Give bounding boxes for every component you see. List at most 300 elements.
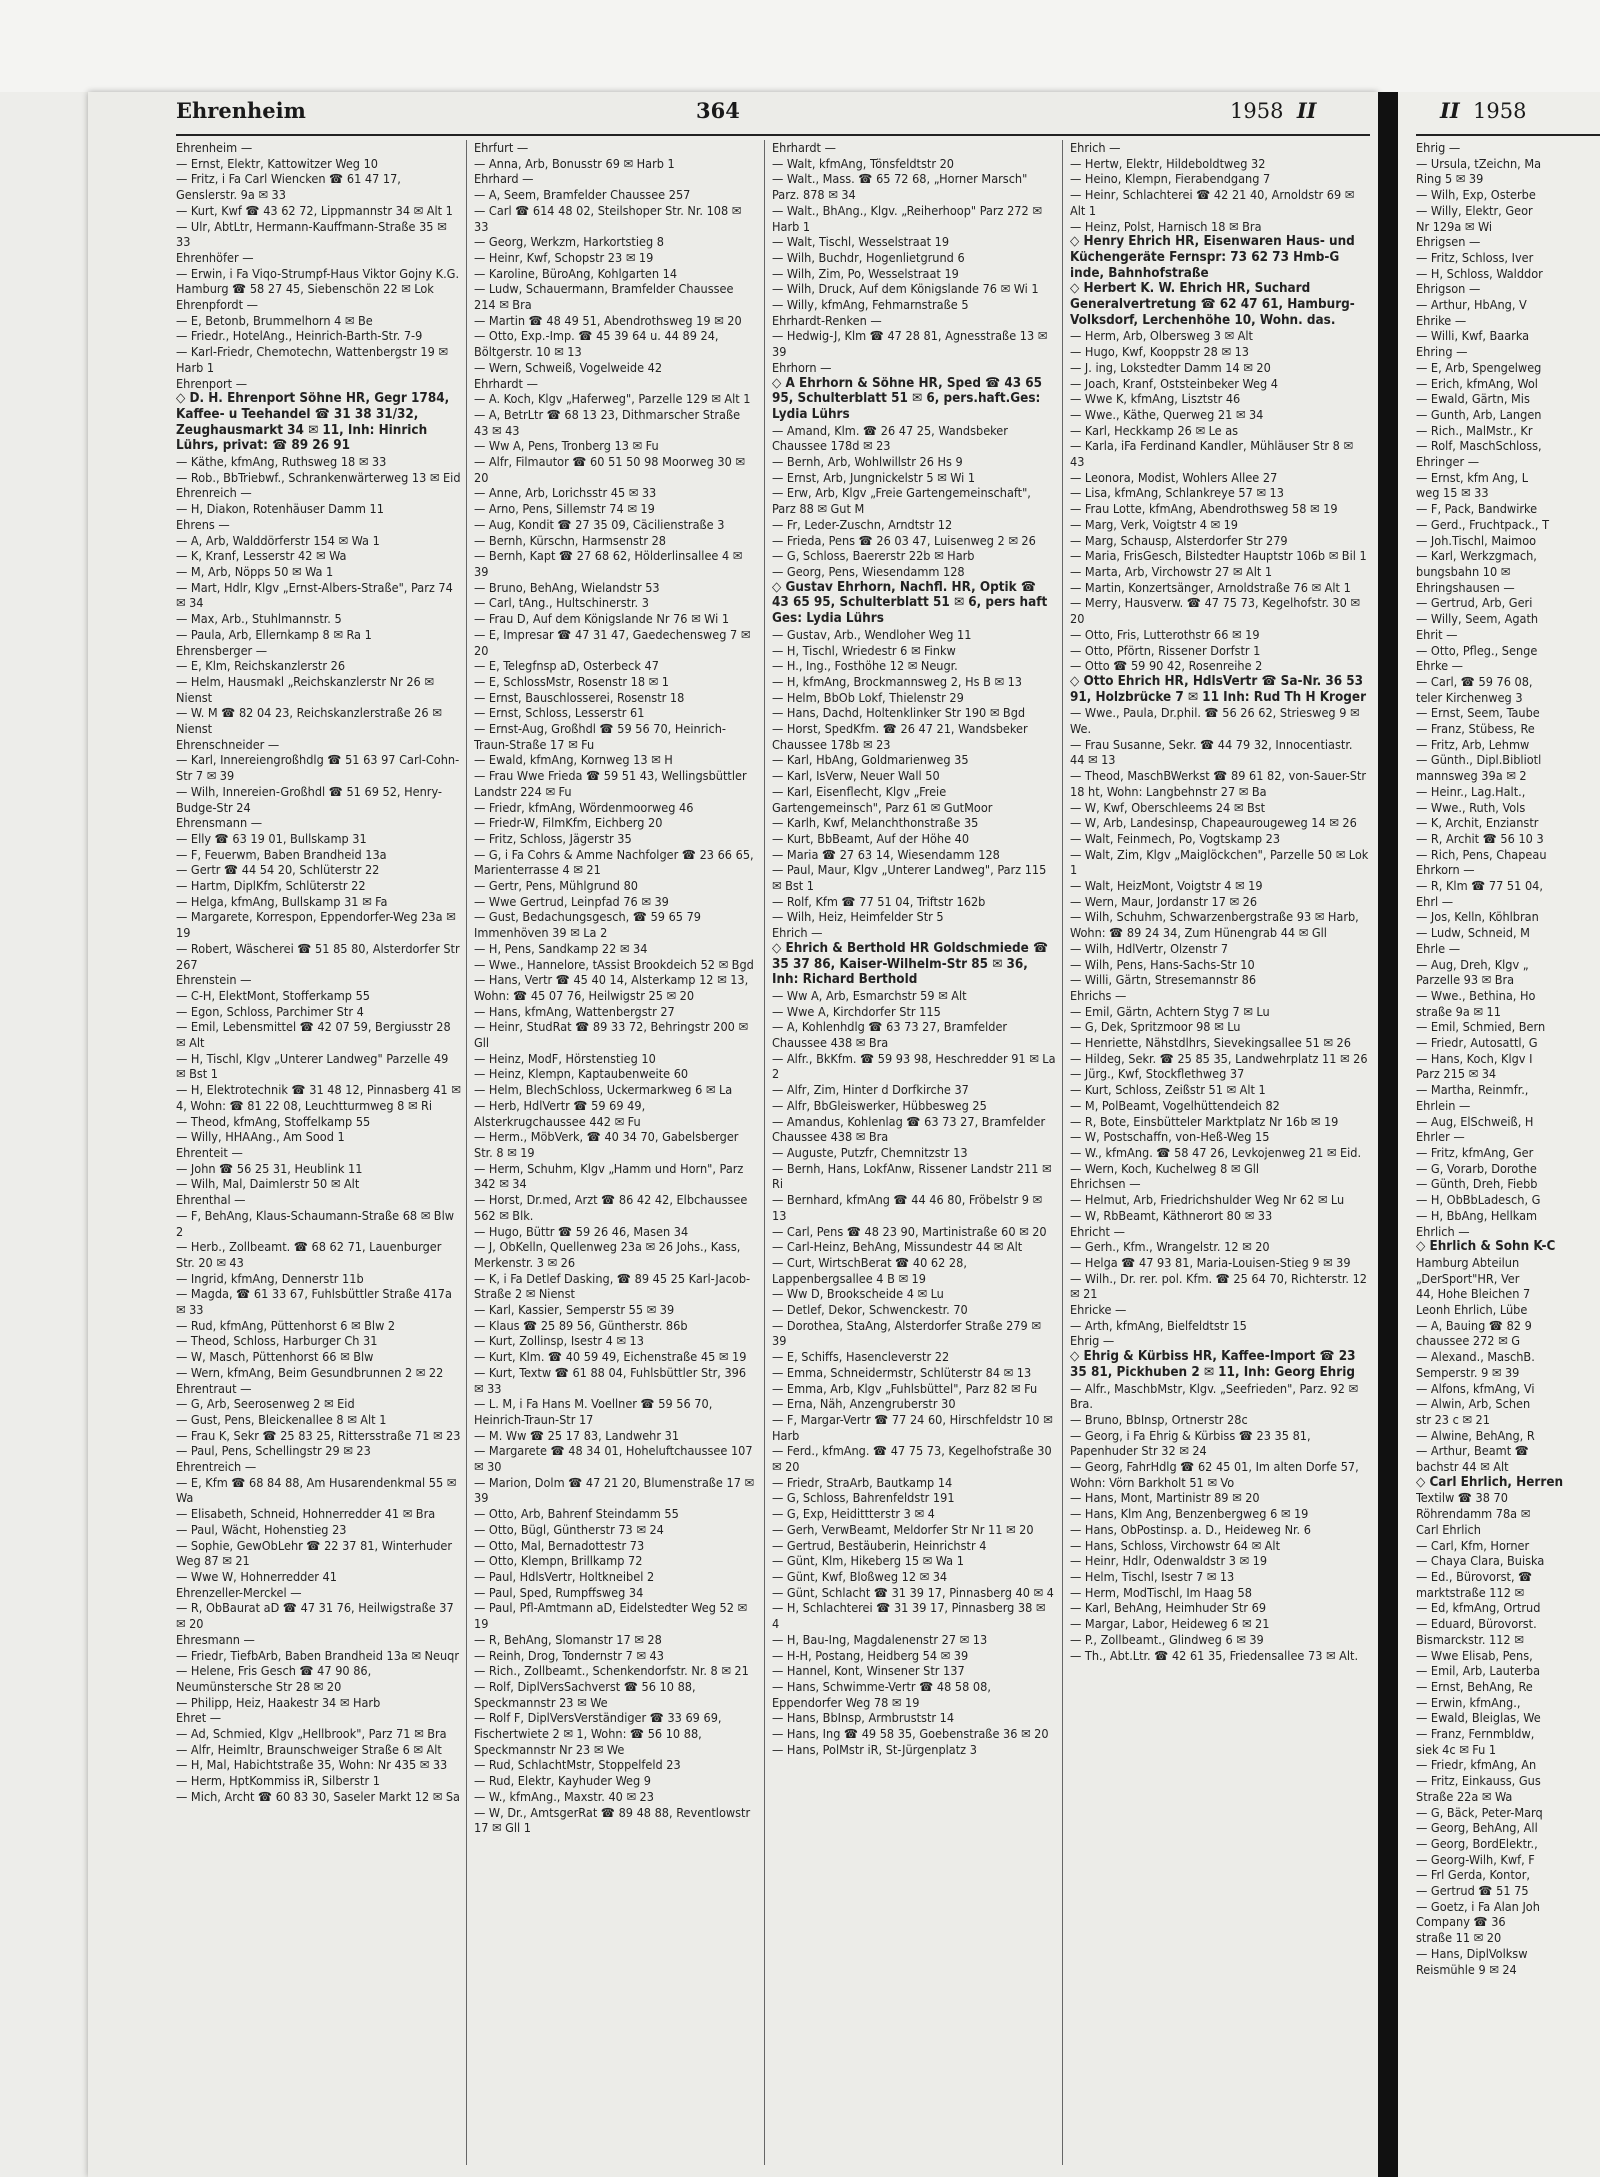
directory-entry: — Karl, Eisenflecht, Klgv „Freie Gartengemeinsch", Parz 61 ✉ GutMoor [772, 783, 993, 815]
directory-entry: „DerSport"HR, Ver [1416, 1270, 1520, 1286]
column-divider [764, 140, 765, 2165]
directory-entry: — Carl, ☎ 59 76 08, [1416, 673, 1533, 689]
directory-entry: — H, Pens, Sandkamp 22 ✉ 34 [474, 940, 648, 956]
directory-entry: — F, Margar-Vertr ☎ 77 24 60, Hirschfeldstr 10 ✉ Harb [772, 1411, 1053, 1443]
directory-entry: — Ernst-Aug, Großhdl ☎ 59 56 70, Heinrich-Traun-Straße 17 ✉ Fu [474, 721, 727, 752]
directory-entry: — G, Vorarb, Dorothe [1416, 1160, 1537, 1176]
directory-entry: — Walt, Feinmech, Po, Vogtskamp 23 [1070, 830, 1281, 846]
directory-entry: — Karl, HbAng, Goldmarienweg 35 [772, 752, 969, 768]
directory-entry: — H, Elektrotechnik ☎ 31 48 12, Pinnasberg 41 ✉ 4, Wohn: ☎ 81 22 08, Leuchtturmweg 8 ✉ Ri [176, 1082, 461, 1113]
directory-entry: Ehringshausen — [1416, 579, 1515, 595]
directory-entry: — Rud, Elektr, Kayhuder Weg 9 [474, 1773, 652, 1789]
directory-entry: — Karl, Heckkamp 26 ✉ Le as [1070, 422, 1239, 438]
directory-entry: weg 15 ✉ 33 [1416, 485, 1489, 501]
directory-entry: — E, Kfm ☎ 68 84 88, Am Husarendenkmal 55 ✉ Wa [176, 1474, 457, 1506]
directory-entry: — Otto, Exp.-Imp. ☎ 45 39 64 u. 44 89 24, Böltgerstr. 10 ✉ 13 [474, 328, 719, 360]
directory-entry: — Theod, MaschBWerkst ☎ 89 61 82, von-Sauer-Str 18 ht, Wohn: Langbehnstr 27 ✉ Ba [1070, 768, 1367, 799]
directory-entry: — Günth., Dipl.Bibliotl [1416, 752, 1542, 768]
directory-entry: — Amandus, Kohlenlag ☎ 63 73 27, Bramfelder Chaussee 438 ✉ Bra [772, 1113, 1046, 1145]
directory-entry: ◇ Ehrich & Berthold HR Goldschmiede ☎ 35 37 86, Kaiser-Wilhelm-Str 85 ✉ 36, Inh: Richard Berthold [772, 940, 1048, 988]
directory-entry: — Georg-Wilh, Kwf, F [1416, 1851, 1535, 1867]
directory-entry: — Paul, Pens, Schellingstr 29 ✉ 23 [176, 1443, 371, 1459]
directory-entry: — Herm, Arb, Olbersweg 3 ✉ Alt [1070, 328, 1253, 344]
directory-entry: — Gust, Pens, Bleickenallee 8 ✉ Alt 1 [176, 1411, 387, 1427]
directory-entry: Ehrichs — [1070, 987, 1127, 1003]
directory-entry: — Willy, kfmAng, Fehmarnstraße 5 [772, 297, 969, 313]
directory-entry: — Jos, Kelln, Köhlbran [1416, 909, 1539, 925]
directory-entry: — Auguste, Putzfr, Chemnitzstr 13 [772, 1145, 968, 1160]
directory-entry: Ehresmann — [176, 1631, 255, 1647]
directory-entry: — A, Arb, Walddörferstr 154 ✉ Wa 1 [176, 532, 380, 548]
directory-entry: teler Kirchenweg 3 [1416, 689, 1523, 705]
directory-entry: Ehrhard — [474, 171, 534, 187]
directory-entry: — R, Klm ☎ 77 51 04, [1416, 878, 1543, 894]
directory-entry: — Mart, Hdlr, Klgv „Ernst-Albers-Straße", Parz 74 ✉ 34 [176, 579, 453, 611]
directory-entry: — W, Arb, Landesinsp, Chapeaurougeweg 14 ✉ 26 [1070, 815, 1357, 831]
directory-entry: — A, Seem, Bramfelder Chaussee 257 [474, 187, 691, 203]
directory-entry: — Ww D, Brookscheide 4 ✉ Lu [772, 1286, 944, 1302]
directory-entry: — Ewald, Gärtn, Mis [1416, 391, 1530, 407]
directory-entry: — Hans, Vertr ☎ 45 40 14, Alsterkamp 12 ✉ 13, Wohn: ☎ 45 07 76, Heilwigstr 25 ✉ 20 [474, 972, 749, 1003]
directory-entry: — Ewald, Bleiglas, We [1416, 1710, 1541, 1726]
directory-entry: Ehrigson — [1416, 281, 1481, 297]
directory-entry: — Paul, Wächt, Hohenstieg 23 [176, 1521, 347, 1537]
directory-entry: — R, Archit ☎ 56 10 3 [1416, 830, 1544, 846]
directory-entry: — M, Arb, Nöpps 50 ✉ Wa 1 [176, 563, 334, 579]
directory-entry: — Bernh, Kapt ☎ 27 68 62, Hölderlinsallee 4 ✉ 39 [474, 548, 743, 579]
directory-entry: — Joach, Kranf, Oststeinbeker Weg 4 [1070, 375, 1278, 391]
directory-entry: — Hedwig-J, Klm ☎ 47 28 81, Agnesstraße 13 ✉ 39 [772, 328, 1048, 360]
directory-entry: — Otto, Bügl, Güntherstr 73 ✉ 24 [474, 1521, 664, 1537]
directory-entry: — Marta, Arb, Virchowstr 27 ✉ Alt 1 [1070, 563, 1273, 579]
directory-entry: — Reinh, Drog, Tondernstr 7 ✉ 43 [474, 1647, 664, 1663]
directory-entry: — Rolf, DiplVersSachverst ☎ 56 10 88, Speckmannstr 23 ✉ We [474, 1678, 696, 1710]
directory-entry: — Curt, WirtschBerat ☎ 40 62 28, Lappenbergsallee 4 B ✉ 19 [772, 1254, 967, 1286]
directory-entry: — H, Schloss, Walddor [1416, 265, 1543, 281]
directory-entry: — Frau Wwe Frieda ☎ 59 51 43, Wellingsbüttler Landstr 224 ✉ Fu [474, 768, 747, 799]
directory-entry: — M. Ww ☎ 25 17 83, Landwehr 31 [474, 1427, 680, 1443]
directory-entry: — Helga ☎ 47 93 81, Maria-Louisen-Stieg 9 ✉ 39 [1070, 1254, 1351, 1270]
directory-entry: ◇ Gustav Ehrhorn, Nachfl. HR, Optik ☎ 43 65 95, Schulterblatt 51 ✉ 6, pers haft Ges: Lydia Lührs [772, 579, 1048, 627]
directory-entry: — H, kfmAng, Brockmannsweg 2, Hs B ✉ 13 [772, 673, 1023, 689]
directory-entry: Ehrhorn — [772, 359, 832, 375]
directory-entry: — Theod, Schloss, Harburger Ch 31 [176, 1333, 378, 1349]
directory-entry: — Hannel, Kont, Winsener Str 137 [772, 1663, 965, 1679]
directory-entry: — Paul, Maur, Klgv „Unterer Landweg", Parz 115 ✉ Bst 1 [772, 862, 1047, 894]
directory-entry: — Hans, Klm Ang, Benzenbergweg 6 ✉ 19 [1070, 1506, 1309, 1522]
directory-entry: Ehrenheim — [176, 140, 253, 155]
directory-entry: — Arthur, Beamt ☎ [1416, 1443, 1529, 1459]
directory-entry: — Fritz, Schloss, Jägerstr 35 [474, 830, 632, 846]
directory-entry: Ehrl — [1416, 893, 1454, 909]
directory-entry: Ehrig — [1070, 1333, 1115, 1349]
directory-entry: Ehrigsen — [1416, 234, 1481, 250]
directory-entry: Ehrenhöfer — [176, 249, 254, 265]
directory-entry: — G, Arb, Seerosenweg 2 ✉ Eid [176, 1396, 355, 1412]
directory-entry: — Gertr, Pens, Mühlgrund 80 [474, 878, 638, 894]
directory-entry: — Helmut, Arb, Friedrichshulder Weg Nr 62 ✉ Lu [1070, 1192, 1345, 1208]
directory-entry: — Karl, Innereiengroßhdlg ☎ 51 63 97 Carl-Cohn-Str 7 ✉ 39 [176, 752, 460, 784]
directory-entry: — Ferd., kfmAng. ☎ 47 75 73, Kegelhofstraße 30 ✉ 20 [772, 1443, 1052, 1475]
directory-entry: — Wilh, Exp, Osterbe [1416, 187, 1536, 203]
directory-entry: — A, BetrLtr ☎ 68 13 23, Dithmarscher Straße 43 ✉ 43 [474, 406, 741, 438]
directory-entry: — Ernst, Elektr, Kattowitzer Weg 10 [176, 155, 379, 171]
directory-entry: Parzelle 93 ✉ Bra [1416, 972, 1515, 988]
directory-entry: — F, BehAng, Klaus-Schaumann-Straße 68 ✉ Blw 2 [176, 1207, 454, 1239]
directory-column-1 [176, 140, 461, 2165]
directory-entry: — Friedr, kfmAng, Wördenmoorweg 46 [474, 799, 694, 815]
directory-entry: — Walt., BhAng., Klgv. „Reiherhoop" Parz 272 ✉ Harb 1 [772, 202, 1042, 234]
directory-entry: — Frau Lotte, kfmAng, Abendrothsweg 58 ✉ 19 [1070, 501, 1338, 517]
directory-entry: Ehrlein — [1416, 1097, 1471, 1113]
directory-entry: — Fritz, Schloss, Iver [1416, 249, 1534, 265]
directory-entry: — Carl, Kfm, Horner [1416, 1537, 1530, 1553]
directory-entry: — Wilh, Schuhm, Schwarzenbergstraße 93 ✉ Harb, Wohn: ☎ 89 24 34, Zum Hünengrab 44 ✉ Gll [1070, 909, 1359, 941]
next-page-header-rule [1416, 134, 1600, 136]
directory-entry: — Magda, ☎ 61 33 67, Fuhlsbüttler Straße 417a ✉ 33 [176, 1286, 452, 1318]
directory-entry: — J, ObKelln, Quellenweg 23a ✉ 26 Johs., Kass, Merkenstr. 3 ✉ 26 [474, 1239, 741, 1270]
directory-entry: — Rich., MalMstr., Kr [1416, 422, 1533, 438]
directory-entry: — G, Schloss, Bahrenfeldstr 191 [772, 1490, 955, 1506]
directory-entry: Ehrensberger — [176, 642, 268, 658]
directory-entry: — Klaus ☎ 25 89 56, Güntherstr. 86b [474, 1317, 688, 1333]
directory-entry: — Gertrud ☎ 51 75 [1416, 1883, 1529, 1899]
directory-entry: ◇ D. H. Ehrenport Söhne HR, Gegr 1784, Kaffee- u Teehandel ☎ 31 38 31/32, Zeughausmarkt 34 ✉ 11, Inh: Hinrich Lührs, privat: ☎ 89 26 91 [176, 391, 450, 454]
directory-entry: — Kurt, BbBeamt, Auf der Höhe 40 [772, 830, 970, 846]
directory-entry: — Dorothea, StaAng, Alsterdorfer Straße 279 ✉ 39 [772, 1317, 1041, 1349]
directory-entry: — Helm, Hausmakl „Reichskanzlerstr Nr 26 ✉ Nienst [176, 673, 434, 705]
directory-entry: — Hans, DiplVolksw [1416, 1945, 1528, 1961]
directory-entry: — Gust, Bedachungsgesch, ☎ 59 65 79 Immenhöven 39 ✉ La 2 [474, 909, 702, 941]
directory-entry: — Kurt, Klm. ☎ 40 59 49, Eichenstraße 45 ✉ 19 [474, 1349, 747, 1365]
directory-entry: — Frau D, Auf dem Königslande Nr 76 ✉ Wi 1 [474, 611, 730, 627]
directory-entry: — Karl-Friedr, Chemotechn, Wattenbergstr 19 ✉ Harb 1 [176, 344, 448, 375]
directory-entry: — Emma, Schneidermstr, Schlüterstr 84 ✉ 13 [772, 1364, 1032, 1380]
directory-entry: Ehrhardt — [474, 375, 538, 391]
directory-entry: — Alfr, Heimltr, Braunschweiger Straße 6 ✉ Alt [176, 1741, 442, 1757]
directory-entry: Ehrenzeller-Merckel — [176, 1584, 302, 1600]
directory-entry: — W, Dr., AmtsgerRat ☎ 89 48 88, Reventlowstr 17 ✉ Gll 1 [474, 1804, 751, 1836]
directory-entry: — G, Dek, Spritzmoor 98 ✉ Lu [1070, 1019, 1241, 1035]
directory-entry: — Heinr., Lag.Halt., [1416, 783, 1526, 799]
directory-entry: Straße 22a ✉ Wa [1416, 1788, 1513, 1804]
directory-entry: — Otto, Klempn, Brillkamp 72 [474, 1553, 643, 1569]
directory-entry: — Ewald, kfmAng, Kornweg 13 ✉ H [474, 752, 673, 768]
directory-entry: — Philipp, Heiz, Haakestr 34 ✉ Harb [176, 1694, 381, 1710]
directory-entry: — Detlef, Dekor, Schwenckestr. 70 [772, 1302, 968, 1318]
column-divider [1062, 140, 1063, 2165]
directory-entry: — Hans, Koch, Klgv I [1416, 1050, 1533, 1066]
directory-entry: — Frl Gerda, Kontor, [1416, 1867, 1530, 1883]
directory-entry: — W., kfmAng. ☎ 58 47 26, Levkojenweg 21 ✉ Eid. [1070, 1145, 1362, 1160]
directory-entry: — Ludw, Schneid, M [1416, 925, 1530, 941]
directory-entry: — Wilh, HdlVertr, Olzenstr 7 [1070, 940, 1229, 956]
directory-entry: — Günt, Klm, Hikeberg 15 ✉ Wa 1 [772, 1553, 964, 1569]
directory-entry: — Otto, Fris, Lutterothstr 66 ✉ 19 [1070, 626, 1260, 642]
directory-entry: Company ☎ 36 [1416, 1914, 1506, 1930]
directory-entry: Ring 5 ✉ 39 [1416, 171, 1484, 187]
directory-entry: — Merry, Hausverw. ☎ 47 75 73, Kegelhofstr. 30 ✉ 20 [1070, 595, 1360, 627]
directory-entry: — Margarete, Korrespon, Eppendorfer-Weg 23a ✉ 19 [176, 909, 456, 941]
directory-entry: — Willy, Elektr, Geor [1416, 202, 1533, 218]
directory-entry: — Hartm, DiplKfm, Schlüterstr 22 [176, 878, 366, 894]
directory-entry: — Ulr, AbtLtr, Hermann-Kauffmann-Straße 35 ✉ 33 [176, 218, 447, 250]
directory-entry: — Wwe K, kfmAng, Lisztstr 46 [1070, 391, 1241, 407]
directory-entry: — Carl-Heinz, BehAng, Missundestr 44 ✉ Alt [772, 1239, 1023, 1255]
directory-entry: — Hugo, Kwf, Kooppstr 28 ✉ 13 [1070, 344, 1249, 360]
directory-entry: — Emil, Schmied, Bern [1416, 1019, 1546, 1035]
directory-entry: Ehrich — [1070, 140, 1121, 155]
directory-entry: Ehrle — [1416, 940, 1461, 956]
directory-entry: Bismarckstr. 112 ✉ [1416, 1631, 1524, 1647]
directory-entry: — Rud, SchlachtMstr, Stoppelfeld 23 [474, 1757, 681, 1773]
directory-entry: — Alwine, BehAng, R [1416, 1427, 1535, 1443]
directory-entry: — Bernh, Kürschn, Harmsenstr 28 [474, 532, 667, 548]
directory-entry: — Arno, Pens, Sillemstr 74 ✉ 19 [474, 501, 655, 517]
directory-entry: — Ursula, tZeichn, Ma [1416, 155, 1542, 171]
directory-entry: — Hans, Dachd, Holtenklinker Str 190 ✉ Bgd [772, 705, 1026, 721]
directory-entry: — Alwin, Arb, Schen [1416, 1396, 1531, 1412]
directory-entry: Ehrke — [1416, 658, 1464, 674]
running-head-name: Ehrenheim [176, 98, 306, 123]
directory-entry: — Walt, Tischl, Wesselstraat 19 [772, 234, 950, 250]
directory-entry: — Fritz, Arb, Lehmw [1416, 736, 1530, 752]
directory-entry: — Otto, Arb, Bahrenf Steindamm 55 [474, 1506, 679, 1522]
next-volume-label: II [1440, 98, 1460, 123]
directory-column-2 [474, 140, 758, 2165]
directory-entry: Ehrenport — [176, 375, 248, 391]
directory-entry: — Herm., MöbVerk, ☎ 40 34 70, Gabelsberger Str. 8 ✉ 19 [474, 1129, 739, 1160]
next-page-column-1 [1416, 140, 1600, 2165]
directory-entry: — G, Bäck, Peter-Marq [1416, 1804, 1543, 1820]
directory-entry: Ehrentreich — [176, 1459, 257, 1475]
directory-entry: Ehrentraut — [176, 1380, 252, 1396]
directory-entry: mannsweg 39a ✉ 2 [1416, 768, 1527, 784]
directory-entry: ◇ Ehrlich & Sohn K-C [1416, 1239, 1556, 1255]
directory-entry: — Günt, Schlacht ☎ 31 39 17, Pinnasberg 40 ✉ 4 [772, 1584, 1054, 1600]
directory-entry: — Helm, BlechSchloss, Uckermarkweg 6 ✉ La [474, 1082, 733, 1098]
directory-entry: — Otto, Mal, Bernadottestr 73 [474, 1537, 645, 1553]
directory-entry: — Ernst, Schloss, Lesserstr 61 [474, 705, 645, 721]
directory-entry: — Wilh, Innereien-Großhdl ☎ 51 69 52, Henry-Budge-Str 24 [176, 783, 443, 815]
directory-entry: straße 9a ✉ 11 [1416, 1003, 1501, 1019]
directory-entry: — Georg, Werkzm, Harkortstieg 8 [474, 234, 664, 250]
directory-entry: Ehrenteit — [176, 1145, 243, 1160]
scan-left-margin [0, 92, 88, 2177]
directory-entry: Ehricht — [1070, 1223, 1125, 1239]
directory-entry: — Lisa, kfmAng, Schlankreye 57 ✉ 13 [1070, 485, 1284, 501]
directory-entry: — Wilh, Heiz, Heimfelder Str 5 [772, 909, 944, 925]
directory-entry: — Gustav, Arb., Wendloher Weg 11 [772, 626, 972, 642]
directory-entry: — H, ObBbLadesch, G [1416, 1192, 1541, 1208]
directory-entry: — Herm, ModTischl, Im Haag 58 [1070, 1584, 1252, 1600]
directory-entry: — A. Koch, Klgv „Haferweg", Parzelle 129 ✉ Alt 1 [474, 391, 751, 407]
directory-entry: chaussee 272 ✉ G [1416, 1333, 1520, 1349]
directory-entry: — Martin ☎ 48 49 51, Abendrothsweg 19 ✉ 20 [474, 312, 742, 328]
directory-entry: Ehrike — [1416, 312, 1467, 328]
directory-entry: — W., kfmAng., Maxstr. 40 ✉ 23 [474, 1788, 654, 1804]
directory-entry: — Walt, kfmAng, Tönsfeldtstr 20 [772, 155, 954, 171]
directory-entry: — Leonora, Modist, Wohlers Allee 27 [1070, 469, 1278, 485]
directory-entry: — Wwe., Bethina, Ho [1416, 987, 1536, 1003]
directory-entry: marktstraße 112 ✉ [1416, 1584, 1525, 1600]
directory-entry: — Rolf F, DiplVersVerständiger ☎ 33 69 69, Fischertwiete 2 ✉ 1, Wohn: ☎ 56 10 88, Speckmannstr Nr 23 ✉ We [474, 1710, 722, 1757]
directory-entry: — Ernst, kfm Ang, L [1416, 469, 1529, 485]
directory-entry: — Wilh, Druck, Auf dem Königslande 76 ✉ Wi 1 [772, 281, 1039, 297]
scan-background-top [0, 0, 1600, 92]
directory-entry: — Arthur, HbAng, V [1416, 297, 1527, 313]
directory-entry: — Anne, Arb, Lorichsstr 45 ✉ 33 [474, 485, 657, 501]
directory-entry: Ehrig — [1416, 140, 1461, 155]
directory-entry: — Max, Arb., Stuhlmannstr. 5 [176, 611, 342, 627]
directory-entry: Ehringer — [1416, 454, 1480, 470]
directory-entry: — Fritz, kfmAng, Ger [1416, 1145, 1534, 1160]
directory-entry: — Wern, kfmAng, Beim Gesundbrunnen 2 ✉ 22 [176, 1364, 444, 1380]
directory-entry: — Erich, kfmAng, Wol [1416, 375, 1538, 391]
directory-entry: Leonh Ehrlich, Lübe [1416, 1302, 1528, 1318]
directory-entry: — Georg, BordElektr., [1416, 1835, 1538, 1851]
directory-entry: — Robert, Wäscherei ☎ 51 85 80, Alsterdorfer Str 267 [176, 940, 460, 972]
directory-entry: — Helga, kfmAng, Bullskamp 31 ✉ Fa [176, 893, 388, 909]
directory-entry: Ehret — [176, 1710, 222, 1726]
directory-entry: Ehrit — [1416, 626, 1458, 642]
directory-entry: — E, Klm, Reichskanzlerstr 26 [176, 658, 346, 674]
directory-entry: — Günt, Kwf, Bloßweg 12 ✉ 34 [772, 1568, 948, 1584]
directory-entry: — E, Betonb, Brummelhorn 4 ✉ Be [176, 312, 373, 328]
directory-entry: — Gerd., Fruchtpack., T [1416, 516, 1550, 532]
directory-entry: Nr 129a ✉ Wi [1416, 218, 1493, 234]
column-divider [466, 140, 467, 2165]
directory-entry: — Egon, Schloss, Parchimer Str 4 [176, 1003, 364, 1019]
directory-entry: — H, Schlachterei ☎ 31 39 17, Pinnasberg 38 ✉ 4 [772, 1600, 1046, 1632]
directory-entry: — Ernst, Bauschlosserei, Rosenstr 18 [474, 689, 685, 705]
directory-entry: — Herm, Schuhm, Klgv „Hamm und Horn", Parz 342 ✉ 34 [474, 1160, 744, 1192]
directory-entry: — Bruno, BbInsp, Ortnerstr 28c [1070, 1411, 1248, 1427]
directory-entry: — Aug, ElSchweiß, H [1416, 1113, 1534, 1129]
directory-entry: ◇ Otto Ehrich HR, HdlsVertr ☎ Sa-Nr. 36 53 91, Holzbrücke 7 ✉ 11 Inh: Rud Th H Kroger [1070, 673, 1367, 705]
directory-entry: — Emil, Gärtn, Achtern Styg 7 ✉ Lu [1070, 1003, 1270, 1019]
directory-entry: Carl Ehrlich [1416, 1521, 1481, 1537]
directory-entry: — H, BbAng, Hellkam [1416, 1207, 1538, 1223]
directory-entry: — Wwe A, Kirchdorfer Str 115 [772, 1003, 941, 1019]
directory-entry: — Karla, iFa Ferdinand Kandler, Mühläuser Str 8 ✉ 43 [1070, 438, 1353, 470]
directory-entry: — E, Telegfnsp aD, Osterbeck 47 [474, 658, 659, 674]
directory-entry: — Carl, tAng., Hultschinerstr. 3 [474, 595, 649, 611]
directory-entry: — Wwe., Käthe, Querweg 21 ✉ 34 [1070, 406, 1264, 422]
directory-entry: — W, Postschaffn, von-Heß-Weg 15 [1070, 1129, 1270, 1145]
directory-entry: — Willi, Gärtn, Stresemannstr 86 [1070, 972, 1257, 988]
directory-entry: — Fr, Leder-Zuschn, Arndtstr 12 [772, 516, 953, 532]
directory-entry: ◇ Herbert K. W. Ehrich HR, Suchard Generalvertretung ☎ 62 47 61, Hamburg-Volksdorf, Lerchenhöhe 10, Wohn. das. [1070, 281, 1355, 328]
directory-entry: — Gunth, Arb, Langen [1416, 406, 1542, 422]
volume-label: II [1296, 98, 1317, 123]
directory-entry: — E, Schiffs, Hasencleverstr 22 [772, 1349, 950, 1365]
directory-entry: — Rolf, Kfm ☎ 77 51 04, Triftstr 162b [772, 893, 986, 909]
directory-entry: — H., Ing., Fosthöhe 12 ✉ Neugr. [772, 658, 958, 674]
header-rule [176, 134, 1370, 136]
directory-entry: Ehrenschneider — [176, 736, 280, 752]
directory-entry: — C-H, ElektMont, Stofferkamp 55 [176, 987, 370, 1003]
directory-entry: — Jürg., Kwf, Stockflethweg 37 [1070, 1066, 1245, 1082]
directory-entry: — Joh.Tischl, Maimoo [1416, 532, 1537, 548]
directory-entry: — Erwin, kfmAng., [1416, 1694, 1521, 1710]
directory-entry: — Heinz, Polst, Harnisch 18 ✉ Bra [1070, 218, 1262, 234]
directory-entry: — Ww A, Pens, Tronberg 13 ✉ Fu [474, 438, 659, 454]
directory-entry: — Georg, BehAng, All [1416, 1820, 1538, 1836]
directory-entry: — G, i Fa Cohrs & Amme Nachfolger ☎ 23 66 65, Marienterrasse 4 ✉ 21 [474, 846, 754, 878]
directory-entry: — Emil, Lebensmittel ☎ 42 07 59, Bergiusstr 28 ✉ Alt [176, 1019, 451, 1051]
directory-entry: — Ernst, Seem, Taube [1416, 705, 1540, 721]
directory-entry: — L. M, i Fa Hans M. Voellner ☎ 59 56 70, Heinrich-Traun-Str 17 [474, 1396, 713, 1427]
directory-entry: — Wilh, Buchdr, Hogenlietgrund 6 [772, 249, 965, 265]
directory-entry: — W, RbBeamt, Käthnerort 80 ✉ 33 [1070, 1207, 1273, 1223]
directory-entry: — Paul, Sped, Rumpffsweg 34 [474, 1584, 644, 1600]
directory-entry: Ehrensmann — [176, 815, 263, 831]
directory-entry: — Wwe Elisab, Pens, [1416, 1647, 1533, 1663]
directory-entry: — Hans, kfmAng, Wattenbergstr 27 [474, 1003, 675, 1019]
next-year-label: 1958 [1473, 99, 1527, 123]
directory-entry: — Karl, Kassier, Semperstr 55 ✉ 39 [474, 1302, 675, 1318]
directory-entry: — Gertrud, Bestäuberin, Heinrichstr 4 [772, 1537, 987, 1553]
directory-entry: — Friedr-W, FilmKfm, Eichberg 20 [474, 815, 663, 831]
directory-entry: — E, Impresar ☎ 47 31 47, Gaedechensweg 7 ✉ 20 [474, 626, 751, 658]
directory-entry: Reismühle 9 ✉ 24 [1416, 1961, 1517, 1977]
directory-entry: — Erw, Arb, Klgv „Freie Gartengemeinschaft", Parz 88 ✉ Gut M [772, 485, 1031, 517]
directory-entry: — Ernst, BehAng, Re [1416, 1678, 1533, 1694]
directory-entry: — Henriette, Nähstdlhrs, Sievekingsallee 51 ✉ 26 [1070, 1035, 1351, 1051]
directory-entry: Ehrenstein — [176, 972, 252, 988]
directory-entry: Ehrler — [1416, 1129, 1465, 1145]
directory-entry: — Emil, Arb, Lauterba [1416, 1663, 1541, 1679]
directory-entry: — Helm, Tischl, Isestr 7 ✉ 13 [1070, 1568, 1235, 1584]
directory-entry: siek 4c ✉ Fu 1 [1416, 1741, 1497, 1757]
directory-entry: — Ww A, Arb, Esmarchstr 59 ✉ Alt [772, 987, 967, 1003]
directory-entry: — Hans, Ing ☎ 49 58 35, Goebenstraße 36 ✉ 20 [772, 1726, 1049, 1742]
directory-entry: — Rich, Pens, Chapeau [1416, 846, 1547, 862]
directory-entry: — Herm, HptKommiss iR, Silberstr 1 [176, 1773, 380, 1789]
directory-entry: — Käthe, kfmAng, Ruthsweg 18 ✉ 33 [176, 454, 387, 470]
directory-entry: — K, Archit, Enzianstr [1416, 815, 1539, 831]
directory-entry: — Rud, kfmAng, Püttenhorst 6 ✉ Blw 2 [176, 1317, 396, 1333]
directory-entry: — A, Kohlenhdlg ☎ 63 73 27, Bramfelder Chaussee 438 ✉ Bra [772, 1019, 1008, 1051]
directory-entry: Ehrichsen — [1070, 1176, 1141, 1192]
directory-entry: — H, Diakon, Rotenhäuser Damm 11 [176, 501, 384, 517]
directory-entry: — Kurt, Schloss, Zeißstr 51 ✉ Alt 1 [1070, 1082, 1266, 1098]
directory-entry: — Günth, Dreh, Fiebb [1416, 1176, 1538, 1192]
directory-entry: — Walt, Zim, Klgv „Maiglöckchen", Parzelle 50 ✉ Lok 1 [1070, 846, 1369, 878]
directory-entry: — Bernh, Hans, LokfAnw, Rissener Landstr 211 ✉ Ri [772, 1160, 1052, 1192]
directory-entry: — Aug, Dreh, Klgv „ [1416, 956, 1529, 972]
directory-entry: — G, Exp, Heidittterstr 3 ✉ 4 [772, 1506, 935, 1522]
directory-entry: — Helm, BbOb Lokf, Thielenstr 29 [772, 689, 964, 705]
directory-column-4 [1070, 140, 1370, 2165]
directory-entry: — Kurt, Zollinsp, Isestr 4 ✉ 13 [474, 1333, 644, 1349]
directory-entry: — Alfr, Zim, Hinter d Dorfkirche 37 [772, 1082, 969, 1098]
directory-entry: ◇ Henry Ehrich HR, Eisenwaren Haus- und Küchengeräte Fernspr: 73 62 73 Hmb-G inde, Bahnhofstraße [1070, 234, 1355, 281]
directory-entry: — Goetz, i Fa Alan Joh [1416, 1898, 1540, 1914]
directory-entry: — Georg, i Fa Ehrig & Kürbiss ☎ 23 35 81, Papenhuder Str 32 ✉ 24 [1070, 1427, 1311, 1459]
directory-entry: — Wwe., Ruth, Vols [1416, 799, 1526, 815]
directory-entry: — Paul, Pfl-Amtmann aD, Eidelstedter Weg 52 ✉ 19 [474, 1600, 748, 1632]
directory-entry: — Georg, Pens, Wiesendamm 128 [772, 563, 965, 579]
directory-entry: — H, Tischl, Klgv „Unterer Landweg" Parzelle 49 ✉ Bst 1 [176, 1050, 449, 1082]
directory-entry: — Alfr, BbGleiswerker, Hübbesweg 25 [772, 1097, 987, 1113]
directory-entry: Ehrenthal — [176, 1192, 246, 1208]
directory-entry: — Ingrid, kfmAng, Dennerstr 11b [176, 1270, 364, 1286]
directory-entry: — Wilh, Mal, Daimlerstr 50 ✉ Alt [176, 1176, 360, 1192]
directory-entry: — Wern, Koch, Kuchelweg 8 ✉ Gll [1070, 1160, 1260, 1176]
directory-entry: — Kurt, Kwf ☎ 43 62 72, Lippmannstr 34 ✉ Alt 1 [176, 202, 453, 218]
